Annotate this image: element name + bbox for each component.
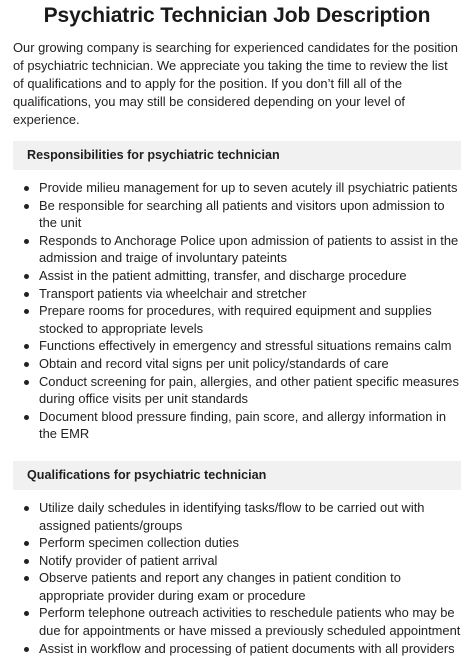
list-item [13, 197, 461, 232]
list-item-text: Functions effectively in emergency and stressful situations remains calm [39, 338, 452, 354]
list-item [13, 640, 461, 658]
bullet-icon [24, 576, 29, 581]
list-item-text: Notify provider of patient arrival [39, 552, 218, 568]
bullet-icon [24, 239, 29, 244]
list-item-text: Transport patients via wheelchair and stretcher [39, 285, 307, 301]
list-item-text: Obtain and record vital signs per unit policy/standards of care [39, 355, 389, 371]
list-item [13, 179, 461, 197]
list-item-text: Utilize daily schedules in identifying tasks/flow to be carried out with assigned patients/groups [39, 499, 425, 533]
list-item [13, 604, 461, 639]
list-item-text: Observe patients and report any changes in patient condition to appropriate provider during exam or procedure [39, 570, 401, 603]
list-item [13, 534, 461, 552]
list-item-text: Assist in workflow and processing of patient documents with all providers [39, 640, 455, 656]
qualifications-header: Qualifications for psychiatric technician [13, 461, 461, 490]
bullet-icon [24, 204, 29, 209]
bullet-icon [24, 559, 29, 564]
list-item-text: Prepare rooms for procedures, with required equipment and supplies stocked to appropriate levels [39, 303, 432, 336]
intro-paragraph: Our growing company is searching for experienced candidates for the position of psychiatric technician. We appreciate you taking the time to review the list of qualifications and to apply for the position. If you don’t fill all of the qualifications, you may still be considered depending on your level of experience. [13, 40, 458, 127]
list-item-text: Conduct screening for pain, allergies, and other patient specific measures during office visits per unit standards [39, 373, 459, 407]
bullet-icon [24, 506, 29, 511]
list-item [13, 373, 461, 408]
bullet-icon [24, 292, 29, 297]
page-title: Psychiatric Technician Job Description [43, 4, 431, 27]
list-item-text: Perform specimen collection duties [39, 535, 239, 551]
list-item [13, 285, 461, 303]
list-item [13, 552, 461, 570]
list-item [13, 408, 461, 443]
list-item-text: Be responsible for searching all patients and visitors upon admission to the unit [39, 197, 445, 231]
list-item [13, 499, 461, 534]
list-item [13, 569, 461, 604]
bullet-icon [24, 611, 29, 616]
bullet-icon [24, 186, 29, 191]
bullet-icon [24, 362, 29, 367]
bullet-icon [24, 309, 29, 314]
list-item-text: Responds to Anchorage Police upon admission of patients to assist in the admission and traige of involuntary pateints [39, 232, 459, 266]
list-item [13, 337, 461, 355]
bullet-icon [24, 541, 29, 546]
list-item [13, 267, 461, 285]
bullet-icon [24, 647, 29, 652]
bullet-icon [24, 415, 29, 420]
list-item-text: Document blood pressure finding, pain score, and allergy information in the EMR [39, 408, 446, 442]
list-item-text: Perform telephone outreach activities to reschedule patients who may be due for appointments or have missed a previously scheduled appointment [39, 605, 461, 639]
list-item-text: Assist in the patient admitting, transfer, and discharge procedure [39, 267, 407, 283]
responsibilities-list [13, 179, 461, 443]
bullet-icon [24, 274, 29, 279]
bullet-icon [24, 344, 29, 349]
qualifications-list [13, 499, 461, 657]
responsibilities-header: Responsibilities for psychiatric technician [13, 141, 461, 170]
bullet-icon [24, 380, 29, 385]
list-item [13, 302, 461, 337]
list-item [13, 355, 461, 373]
list-item [13, 232, 461, 267]
list-item-text: Provide milieu management for up to seven acutely ill psychiatric patients [39, 180, 458, 195]
